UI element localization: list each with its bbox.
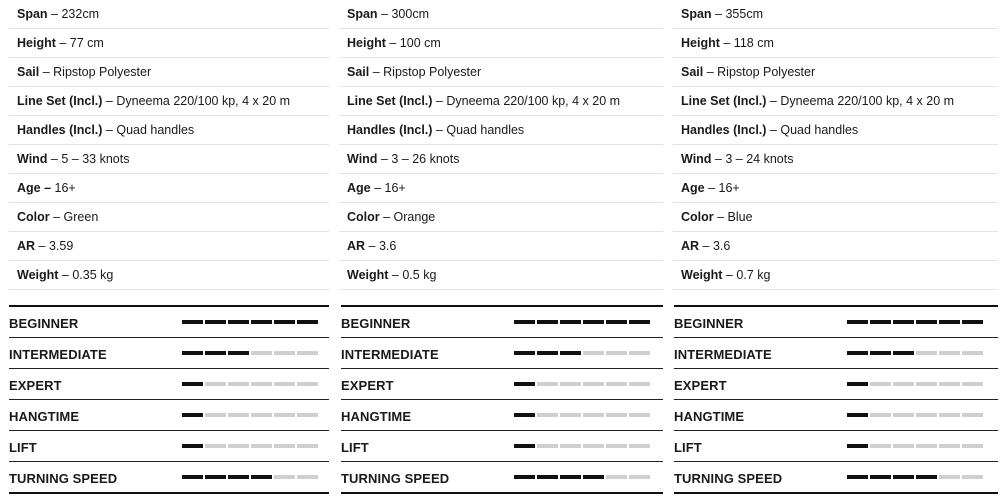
rating-label: LIFT	[9, 440, 37, 455]
rating-segment-filled	[228, 320, 249, 324]
spec-key: Weight	[17, 268, 59, 282]
spec-row-color	[9, 203, 329, 232]
rating-row	[9, 430, 329, 461]
rating-table-1	[9, 305, 329, 494]
rating-row	[341, 337, 663, 368]
rating-segment-empty	[939, 413, 960, 417]
spec-sep: –	[711, 152, 726, 166]
rating-bar	[182, 413, 318, 417]
spec-key: AR	[347, 239, 366, 253]
rating-segment-filled	[847, 413, 868, 417]
rating-segment-empty	[870, 413, 891, 417]
spec-key: Span	[347, 7, 378, 21]
rating-row	[341, 399, 663, 430]
spec-key: Height	[681, 36, 720, 50]
spec-key: Color	[347, 210, 380, 224]
spec-key: Wind	[347, 152, 378, 166]
rating-label: EXPERT	[674, 378, 727, 393]
rating-bar	[514, 351, 650, 355]
spec-sep: –	[766, 123, 781, 137]
rating-segment-empty	[606, 382, 627, 386]
spec-sep: –	[47, 7, 62, 21]
rating-segment-filled	[847, 382, 868, 386]
kite-column-3	[673, 0, 998, 290]
spec-sep: –	[722, 268, 737, 282]
rating-segment-empty	[629, 413, 650, 417]
rating-segment-empty	[560, 444, 581, 448]
rating-segment-empty	[606, 413, 627, 417]
spec-row-handles	[339, 116, 663, 145]
spec-row-ar	[673, 232, 998, 261]
rating-label: TURNING SPEED	[674, 471, 783, 486]
rating-table-3	[674, 305, 998, 494]
rating-row	[9, 337, 329, 368]
spec-value: 16+	[384, 181, 406, 195]
spec-value: 0.7 kg	[736, 268, 771, 282]
rating-bar	[847, 444, 983, 448]
spec-sep: –	[55, 36, 70, 50]
rating-segment-filled	[847, 351, 868, 355]
rating-segment-empty	[251, 444, 272, 448]
rating-segment-empty	[205, 382, 226, 386]
spec-key: Span	[17, 7, 48, 21]
rating-bar	[847, 320, 983, 324]
rating-row	[674, 305, 998, 337]
rating-segment-empty	[297, 413, 318, 417]
rating-segment-empty	[583, 382, 604, 386]
rating-segment-empty	[962, 351, 983, 355]
rating-segment-filled	[205, 351, 226, 355]
spec-key: Line Set (Incl.)	[347, 94, 433, 108]
rating-segment-filled	[893, 320, 914, 324]
rating-label: BEGINNER	[341, 316, 411, 331]
spec-key: Color	[17, 210, 50, 224]
rating-segment-filled	[251, 475, 272, 479]
rating-segment-empty	[251, 382, 272, 386]
spec-row-weight	[9, 261, 329, 290]
spec-value: Dyneema 220/100 kp, 4 x 20 m	[116, 94, 291, 108]
spec-row-height	[673, 29, 998, 58]
spec-row-color	[673, 203, 998, 232]
spec-sep: –	[370, 181, 385, 195]
spec-list	[339, 0, 663, 290]
spec-row-age	[9, 174, 329, 203]
rating-segment-empty	[560, 413, 581, 417]
spec-list	[673, 0, 998, 290]
spec-key: Weight	[347, 268, 389, 282]
spec-key: AR	[681, 239, 700, 253]
rating-label: LIFT	[341, 440, 369, 455]
spec-key: Sail	[17, 65, 40, 79]
rating-row	[674, 337, 998, 368]
rating-row	[9, 399, 329, 430]
rating-segment-filled	[182, 413, 203, 417]
spec-key: Height	[347, 36, 386, 50]
rating-segment-filled	[182, 444, 203, 448]
rating-row	[674, 399, 998, 430]
rating-segment-filled	[847, 320, 868, 324]
spec-row-weight	[339, 261, 663, 290]
spec-value: 0.5 kg	[402, 268, 437, 282]
rating-segment-empty	[297, 382, 318, 386]
spec-row-span	[339, 0, 663, 29]
rating-segment-empty	[939, 444, 960, 448]
rating-bar	[182, 382, 318, 386]
rating-label: LIFT	[674, 440, 702, 455]
rating-segment-empty	[606, 444, 627, 448]
spec-row-handles	[9, 116, 329, 145]
rating-bar	[847, 475, 983, 479]
rating-segment-empty	[893, 382, 914, 386]
rating-label: EXPERT	[341, 378, 394, 393]
rating-label: BEGINNER	[674, 316, 744, 331]
spec-sep: –	[377, 7, 392, 21]
spec-key: Handles (Incl.)	[17, 123, 103, 137]
rating-segment-empty	[629, 444, 650, 448]
rating-bar	[182, 351, 318, 355]
rating-segment-filled	[514, 444, 535, 448]
rating-segment-empty	[205, 444, 226, 448]
spec-key: Height	[17, 36, 56, 50]
rating-row	[341, 430, 663, 461]
rating-segment-empty	[916, 351, 937, 355]
rating-segment-filled	[560, 475, 581, 479]
rating-segment-filled	[182, 382, 203, 386]
rating-segment-empty	[251, 351, 272, 355]
spec-value: 16+	[718, 181, 740, 195]
spec-key: Sail	[681, 65, 704, 79]
spec-value: Ripstop Polyester	[717, 65, 816, 79]
spec-row-wind	[339, 145, 663, 174]
spec-value: Dyneema 220/100 kp, 4 x 20 m	[780, 94, 955, 108]
spec-sep: –	[432, 123, 447, 137]
spec-row-sail	[339, 58, 663, 87]
spec-sep: –	[385, 36, 400, 50]
spec-value: Quad handles	[446, 123, 525, 137]
rating-segment-empty	[916, 413, 937, 417]
rating-segment-empty	[962, 382, 983, 386]
rating-segment-empty	[228, 413, 249, 417]
spec-value: 232cm	[61, 7, 99, 21]
rating-segment-filled	[182, 475, 203, 479]
rating-segment-empty	[629, 475, 650, 479]
rating-segment-filled	[514, 351, 535, 355]
spec-value: Ripstop Polyester	[383, 65, 482, 79]
spec-key: AR	[17, 239, 36, 253]
rating-segment-filled	[847, 475, 868, 479]
spec-sep: –	[58, 268, 73, 282]
spec-value: 3.59	[48, 239, 74, 253]
spec-key: Wind	[681, 152, 712, 166]
rating-segment-filled	[870, 351, 891, 355]
spec-sep: –	[369, 65, 384, 79]
rating-segment-empty	[606, 475, 627, 479]
rating-label: HANGTIME	[341, 409, 412, 424]
rating-segment-empty	[583, 413, 604, 417]
spec-value: 118 cm	[733, 36, 774, 50]
spec-sep: –	[699, 239, 713, 253]
spec-sep: –	[766, 94, 781, 108]
rating-segment-empty	[606, 351, 627, 355]
spec-row-line-set	[9, 87, 329, 116]
rating-label: INTERMEDIATE	[9, 347, 107, 362]
spec-row-span	[9, 0, 329, 29]
spec-key: Color	[681, 210, 714, 224]
spec-row-height	[339, 29, 663, 58]
rating-segment-empty	[297, 475, 318, 479]
rating-segment-empty	[870, 382, 891, 386]
spec-row-ar	[9, 232, 329, 261]
rating-segment-empty	[583, 444, 604, 448]
spec-value: Green	[63, 210, 99, 224]
rating-segment-filled	[962, 320, 983, 324]
rating-segment-filled	[514, 382, 535, 386]
spec-key: Line Set (Incl.)	[17, 94, 103, 108]
rating-segment-empty	[893, 413, 914, 417]
rating-bar	[847, 413, 983, 417]
rating-segment-empty	[939, 475, 960, 479]
spec-row-wind	[673, 145, 998, 174]
rating-row	[341, 305, 663, 337]
rating-segment-filled	[182, 351, 203, 355]
spec-row-age	[673, 174, 998, 203]
rating-segment-filled	[847, 444, 868, 448]
spec-sep: –	[49, 210, 64, 224]
rating-segment-filled	[870, 475, 891, 479]
spec-key: Wind	[17, 152, 48, 166]
rating-segment-filled	[560, 320, 581, 324]
spec-value: 355cm	[725, 7, 763, 21]
rating-segment-filled	[893, 351, 914, 355]
spec-row-height	[9, 29, 329, 58]
rating-segment-filled	[297, 320, 318, 324]
spec-sep: –	[704, 181, 719, 195]
spec-sep: –	[719, 36, 734, 50]
rating-segment-empty	[629, 351, 650, 355]
spec-key: Handles (Incl.)	[347, 123, 433, 137]
rating-segment-filled	[560, 351, 581, 355]
spec-value: 3 – 26 knots	[391, 152, 460, 166]
spec-value: Ripstop Polyester	[53, 65, 152, 79]
rating-segment-empty	[205, 413, 226, 417]
spec-value: 300cm	[391, 7, 429, 21]
rating-label: EXPERT	[9, 378, 62, 393]
rating-segment-empty	[297, 444, 318, 448]
rating-segment-filled	[629, 320, 650, 324]
rating-label: HANGTIME	[9, 409, 80, 424]
spec-value: 100 cm	[399, 36, 441, 50]
rating-row	[9, 461, 329, 494]
rating-segment-empty	[962, 444, 983, 448]
spec-value: 3 – 24 knots	[725, 152, 794, 166]
spec-row-handles	[673, 116, 998, 145]
rating-bar	[182, 475, 318, 479]
rating-bar	[182, 320, 318, 324]
spec-row-wind	[9, 145, 329, 174]
spec-row-sail	[9, 58, 329, 87]
rating-segment-filled	[939, 320, 960, 324]
spec-value: Dyneema 220/100 kp, 4 x 20 m	[446, 94, 621, 108]
rating-segment-empty	[274, 413, 295, 417]
rating-row	[9, 368, 329, 399]
rating-bar	[514, 444, 650, 448]
rating-segment-filled	[606, 320, 627, 324]
rating-label: TURNING SPEED	[9, 471, 118, 486]
rating-segment-empty	[537, 444, 558, 448]
rating-segment-empty	[537, 382, 558, 386]
spec-value: Blue	[727, 210, 753, 224]
spec-row-line-set	[673, 87, 998, 116]
rating-segment-filled	[205, 475, 226, 479]
rating-segment-empty	[228, 382, 249, 386]
spec-value: 5 – 33 knots	[61, 152, 130, 166]
spec-value: 0.35 kg	[72, 268, 114, 282]
spec-row-ar	[339, 232, 663, 261]
spec-sep: –	[377, 152, 392, 166]
rating-label: INTERMEDIATE	[341, 347, 439, 362]
rating-segment-empty	[274, 351, 295, 355]
spec-row-span	[673, 0, 998, 29]
spec-sep: –	[102, 123, 117, 137]
rating-segment-empty	[228, 444, 249, 448]
rating-segment-filled	[228, 351, 249, 355]
spec-value: Quad handles	[116, 123, 195, 137]
rating-segment-filled	[583, 320, 604, 324]
spec-value: Orange	[393, 210, 436, 224]
rating-bar	[514, 382, 650, 386]
rating-segment-filled	[537, 351, 558, 355]
rating-bar	[514, 413, 650, 417]
spec-sep: –	[713, 210, 728, 224]
rating-segment-empty	[939, 351, 960, 355]
rating-segment-empty	[583, 351, 604, 355]
rating-segment-filled	[514, 413, 535, 417]
rating-segment-empty	[560, 382, 581, 386]
rating-segment-empty	[274, 475, 295, 479]
spec-row-color	[339, 203, 663, 232]
rating-segment-filled	[537, 320, 558, 324]
rating-label: BEGINNER	[9, 316, 79, 331]
rating-segment-empty	[962, 475, 983, 479]
rating-bar	[847, 382, 983, 386]
rating-bar	[182, 444, 318, 448]
rating-segment-empty	[629, 382, 650, 386]
kite-column-1	[9, 0, 329, 290]
rating-segment-filled	[182, 320, 203, 324]
rating-segment-empty	[962, 413, 983, 417]
rating-segment-filled	[514, 320, 535, 324]
rating-segment-filled	[205, 320, 226, 324]
spec-row-sail	[673, 58, 998, 87]
rating-label: HANGTIME	[674, 409, 745, 424]
rating-segment-filled	[583, 475, 604, 479]
rating-segment-filled	[870, 320, 891, 324]
rating-segment-filled	[537, 475, 558, 479]
spec-value: 3.6	[712, 239, 731, 253]
spec-sep: –	[703, 65, 718, 79]
rating-row	[341, 461, 663, 494]
rating-segment-empty	[274, 382, 295, 386]
spec-row-weight	[673, 261, 998, 290]
spec-value: 16+	[54, 181, 76, 195]
rating-row	[674, 368, 998, 399]
spec-value: Quad handles	[780, 123, 859, 137]
rating-label: TURNING SPEED	[341, 471, 450, 486]
rating-segment-empty	[870, 444, 891, 448]
spec-key: Handles (Incl.)	[681, 123, 767, 137]
spec-sep	[51, 181, 54, 195]
spec-sep: –	[711, 7, 726, 21]
spec-row-age	[339, 174, 663, 203]
rating-segment-filled	[228, 475, 249, 479]
spec-key: Line Set (Incl.)	[681, 94, 767, 108]
spec-sep: –	[365, 239, 379, 253]
rating-row	[341, 368, 663, 399]
spec-sep: –	[102, 94, 117, 108]
spec-key: Age –	[17, 181, 52, 195]
rating-segment-filled	[514, 475, 535, 479]
rating-segment-filled	[916, 320, 937, 324]
rating-segment-empty	[297, 351, 318, 355]
spec-value: 77 cm	[69, 36, 104, 50]
rating-segment-empty	[893, 444, 914, 448]
rating-segment-filled	[916, 475, 937, 479]
rating-segment-filled	[274, 320, 295, 324]
spec-key: Age	[347, 181, 371, 195]
rating-segment-empty	[274, 444, 295, 448]
spec-sep: –	[47, 152, 62, 166]
spec-key: Age	[681, 181, 705, 195]
rating-row	[9, 305, 329, 337]
rating-segment-empty	[251, 413, 272, 417]
rating-bar	[514, 320, 650, 324]
spec-sep: –	[432, 94, 447, 108]
rating-row	[674, 461, 998, 494]
rating-bar	[514, 475, 650, 479]
rating-segment-empty	[916, 382, 937, 386]
rating-row	[674, 430, 998, 461]
spec-key: Span	[681, 7, 712, 21]
spec-key: Weight	[681, 268, 723, 282]
spec-list	[9, 0, 329, 290]
spec-key: Sail	[347, 65, 370, 79]
spec-row-line-set	[339, 87, 663, 116]
rating-segment-empty	[916, 444, 937, 448]
spec-sep: –	[379, 210, 394, 224]
kite-column-2	[339, 0, 663, 290]
rating-segment-empty	[537, 413, 558, 417]
spec-sep: –	[388, 268, 403, 282]
rating-bar	[847, 351, 983, 355]
spec-value: 3.6	[378, 239, 397, 253]
rating-segment-empty	[939, 382, 960, 386]
rating-table-2	[341, 305, 663, 494]
spec-sep: –	[35, 239, 49, 253]
spec-sep: –	[39, 65, 54, 79]
rating-segment-filled	[251, 320, 272, 324]
rating-label: INTERMEDIATE	[674, 347, 772, 362]
rating-segment-filled	[893, 475, 914, 479]
